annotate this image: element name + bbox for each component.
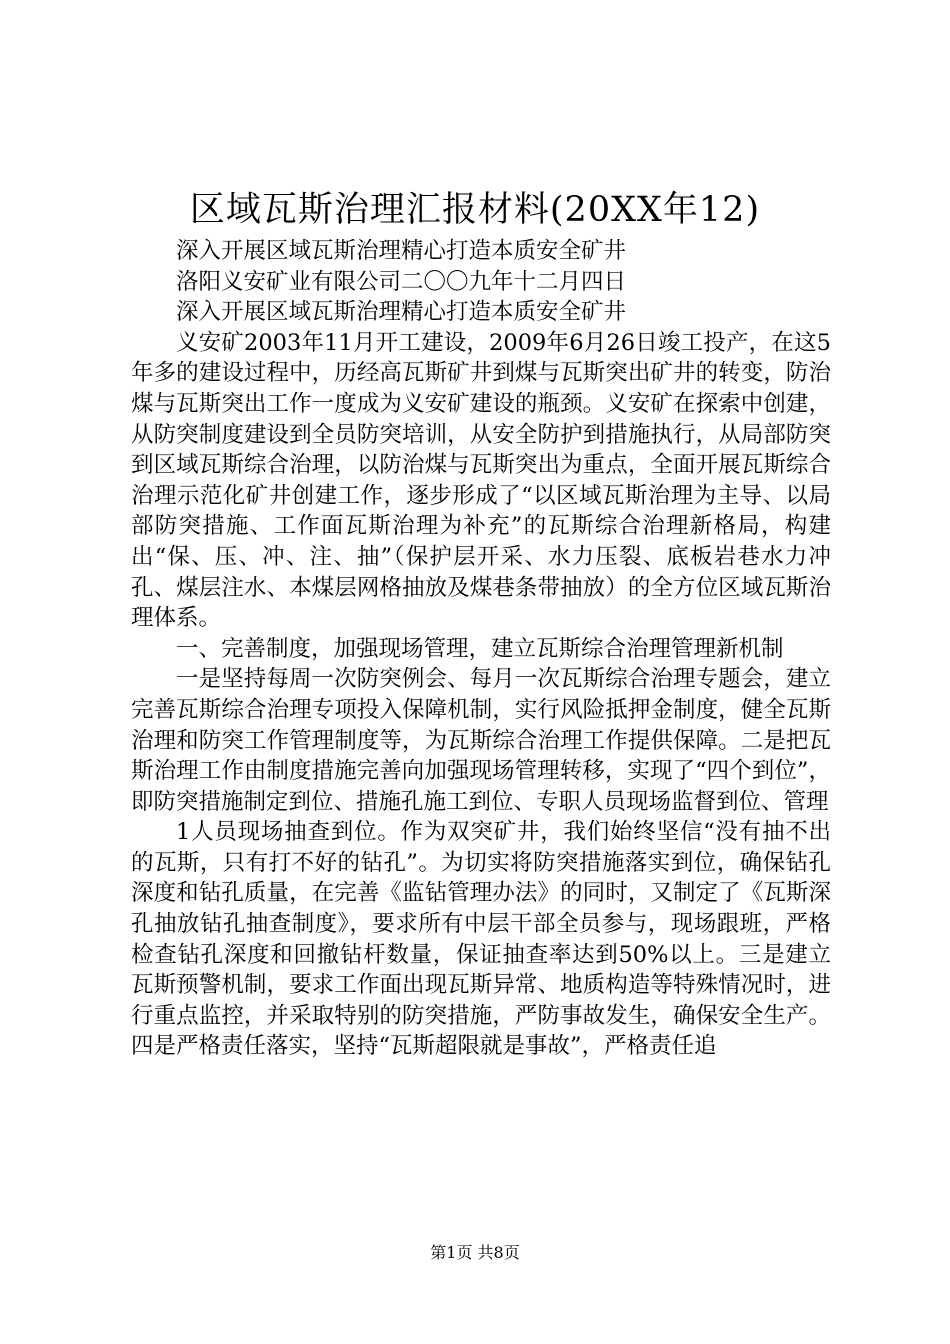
- section-heading-1: 一、完善制度，加强现场管理，建立瓦斯综合治理管理新机制: [176, 635, 784, 662]
- document-title: 区域瓦斯治理汇报材料(20XX年12): [189, 190, 761, 230]
- subtitle-line-repeat: 深入开展区域瓦斯治理精心打造本质安全矿井: [176, 299, 627, 326]
- intro-paragraph: 义安矿2003年11月开工建设，2009年6月26日竣工投产，在这5年多的建设过程中，历经高瓦斯矿井到煤与瓦斯突出矿井的转变，防治煤与瓦斯突出工作一度成为义安矿建设的瓶颈。义安矿在探索中创建，从防突制度建设到全员防突培训，从安全防护到措施执行，从局部防突到区域瓦斯综合治理，以防治煤与瓦斯突出为重点，全面开展瓦斯综合治理示范化矿井创建工作，逐步形成了“以区域瓦斯治理为主导、以局部防突措施、工作面瓦斯治理为补充”的瓦斯综合治理新格局，构建出“保、压、冲、注、抽”（保护层开采、水力压裂、底板岩巷水力冲孔、煤层注水、本煤层网格抽放及煤巷条带抽放）的全方位区域瓦斯治理体系。: [131, 329, 831, 632]
- company-date-line: 洛阳义安矿业有限公司二〇〇九年十二月四日: [176, 268, 627, 295]
- page-footer: 第1页 共8页: [430, 1243, 520, 1262]
- body-paragraph: 1人员现场抽查到位。作为双突矿井，我们始终坚信“没有抽不出的瓦斯，只有打不好的钻孔”。为切实将防突措施落实到位，确保钻孔深度和钻孔质量，在完善《监钻管理办法》的同时，又制定了《瓦斯深孔抽放钻孔抽查制度》，要求所有中层干部全员参与，现场跟班，严格检查钻孔深度和回撤钻杆数量，保证抽查率达到50%以上。三是建立瓦斯预警机制，要求工作面出现瓦斯异常、地质构造等特殊情况时，进行重点监控，并采取特别的防突措施，严防事故发生，确保安全生产。四是严格责任落实，坚持“瓦斯超限就是事故”，严格责任追: [131, 819, 831, 1060]
- document-body: [131, 236, 831, 1062]
- subtitle-line: 深入开展区域瓦斯治理精心打造本质安全矿井: [176, 238, 627, 264]
- body-paragraph: 一是坚持每周一次防突例会、每月一次瓦斯综合治理专题会，建立完善瓦斯综合治理专项投入保障机制，实行风险抵押金制度，健全瓦斯治理和防突工作管理制度等，为瓦斯综合治理工作提供保障。二是把瓦斯治理工作由制度措施完善向加强现场管理转移，实现了“四个到位”，即防突措施制定到位、措施孔施工到位、专职人员现场监督到位、管理: [131, 666, 831, 815]
